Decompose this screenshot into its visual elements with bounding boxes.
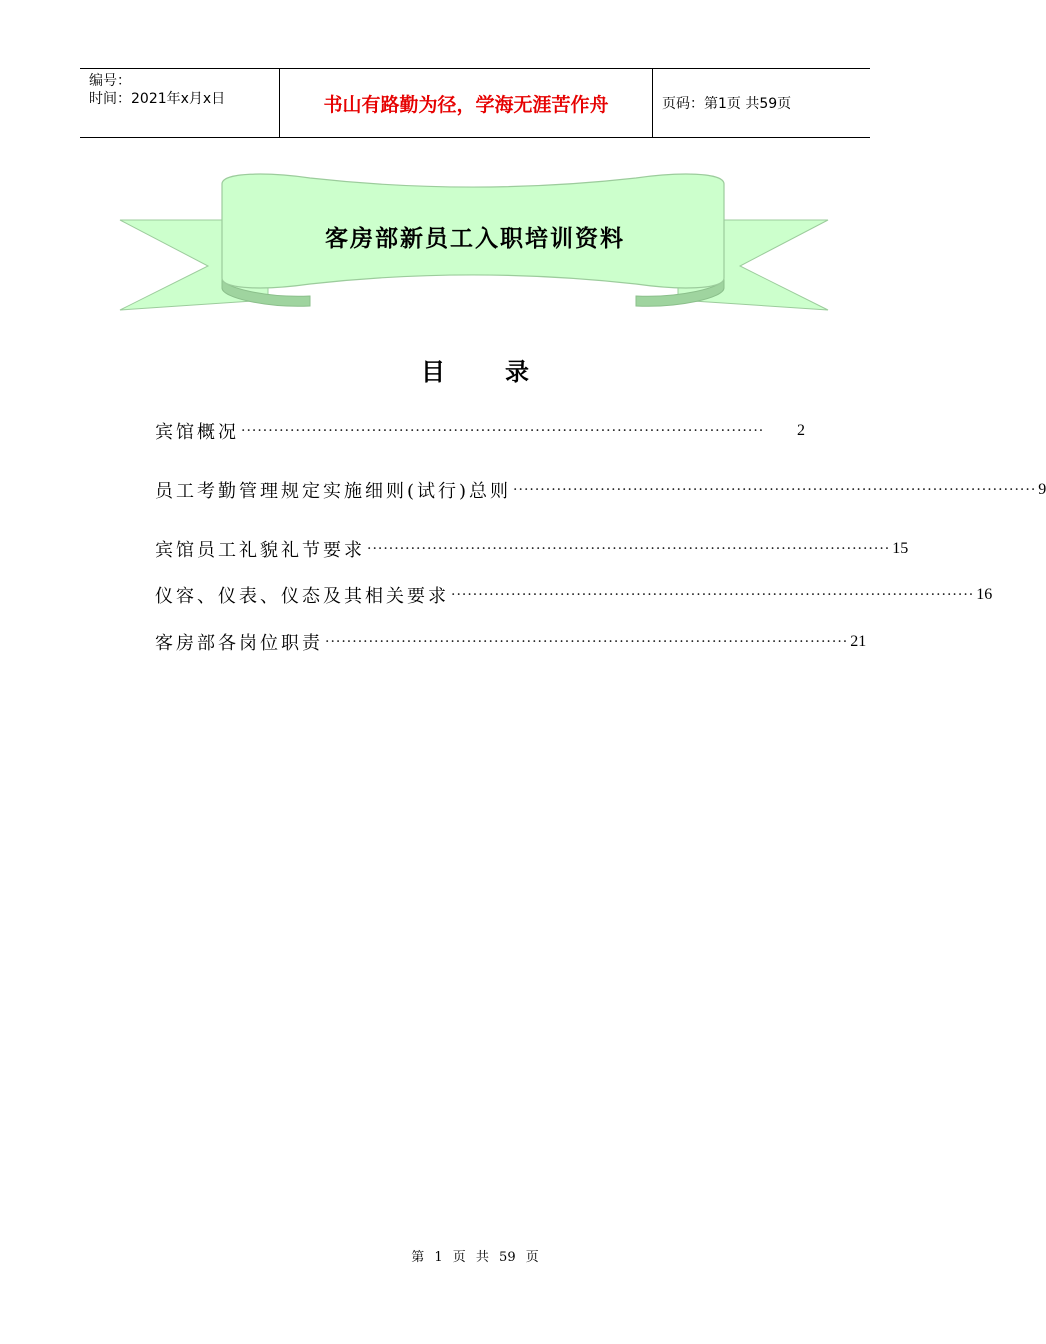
toc-entry[interactable]	[155, 418, 805, 444]
toc-title: 目录	[421, 358, 589, 386]
document-header	[80, 68, 870, 138]
page-footer: 第 1 页 共 59 页	[411, 1250, 539, 1265]
toc-entry-page: 21	[850, 633, 867, 650]
toc-entry-page: 2	[797, 422, 805, 439]
toc-entry-label: 员工考勤管理规定实施细则(试行)总则	[155, 481, 512, 502]
toc-leader-dots: ································································································	[325, 634, 849, 650]
toc-entry-page: 16	[976, 586, 993, 603]
header-meta-cell	[80, 69, 280, 137]
toc-entry[interactable]	[155, 477, 1046, 503]
toc-entry-label: 宾馆概况	[155, 422, 239, 443]
toc-leader-dots: ································································································	[451, 587, 975, 603]
banner-title: 客房部新员工入职培训资料	[325, 226, 625, 252]
header-number-label: 编号：	[89, 73, 131, 89]
toc-entry[interactable]	[155, 536, 909, 562]
toc-entry-label: 宾馆员工礼貌礼节要求	[155, 540, 365, 561]
header-page-info: 页码：第1页 共59页	[662, 96, 792, 112]
toc-leader-dots: ································································································	[513, 482, 1037, 498]
toc-leader-dots: ································································································	[367, 541, 891, 557]
toc-entry-label: 客房部各岗位职责	[155, 633, 323, 654]
header-motto: 书山有路勤为径，学海无涯苦作舟	[280, 69, 653, 137]
toc-entry[interactable]	[155, 582, 993, 608]
toc-leader-dots: ································································································	[241, 423, 765, 439]
toc-entry-page: 9	[1038, 481, 1046, 498]
toc-entry[interactable]	[155, 629, 867, 655]
toc-entry-label: 仪容、仪表、仪态及其相关要求	[155, 586, 449, 607]
toc-entry-page: 15	[892, 540, 909, 557]
header-time-label: 时间：2021年x月x日	[89, 91, 226, 107]
